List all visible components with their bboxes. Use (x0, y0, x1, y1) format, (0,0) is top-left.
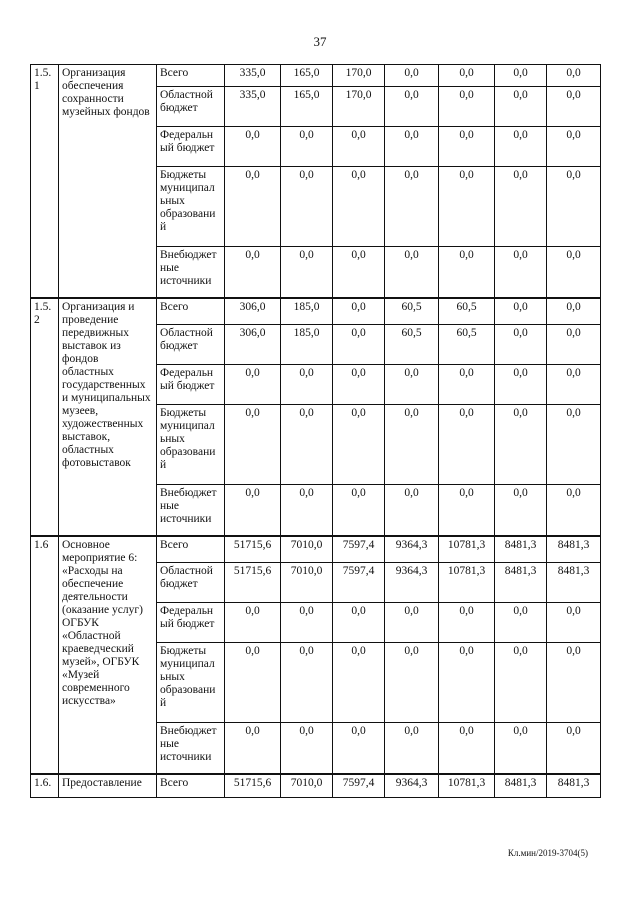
amount-cell: 0,0 (547, 485, 601, 536)
amount-cell: 0,0 (547, 405, 601, 485)
amount-cell: 9364,3 (385, 563, 439, 603)
amount-cell: 0,0 (281, 603, 333, 643)
amount-cell: 0,0 (281, 127, 333, 167)
amount-cell: 0,0 (385, 723, 439, 774)
amount-cell: 0,0 (495, 723, 547, 774)
amount-cell: 8481,3 (547, 563, 601, 603)
amount-cell: 9364,3 (385, 774, 439, 798)
item-name-cell: Организация обеспечения сохранности музейных фондов (59, 65, 157, 298)
amount-cell: 8481,3 (495, 774, 547, 798)
amount-cell: 0,0 (225, 127, 281, 167)
amount-cell: 165,0 (281, 87, 333, 127)
item-code-cell: 1.5. 2 (31, 298, 59, 536)
amount-cell: 0,0 (225, 247, 281, 298)
amount-cell: 0,0 (333, 603, 385, 643)
amount-cell: 0,0 (439, 247, 495, 298)
amount-cell: 0,0 (385, 87, 439, 127)
amount-cell: 0,0 (225, 723, 281, 774)
funding-source-cell: Областной бюджет (157, 563, 225, 603)
amount-cell: 0,0 (495, 127, 547, 167)
item-name-cell: Организация и проведение передвижных выставок из фондов областных государственных и муниципальных музеев, художественных выставок, областных фотовыставок (59, 298, 157, 536)
amount-cell: 8481,3 (547, 536, 601, 563)
amount-cell: 0,0 (495, 65, 547, 87)
amount-cell: 60,5 (439, 298, 495, 325)
item-name-cell: Предоставление (59, 774, 157, 798)
amount-cell: 60,5 (385, 298, 439, 325)
amount-cell: 0,0 (439, 65, 495, 87)
amount-cell: 10781,3 (439, 563, 495, 603)
amount-cell: 185,0 (281, 298, 333, 325)
funding-source-cell: Областной бюджет (157, 87, 225, 127)
amount-cell: 8481,3 (495, 536, 547, 563)
amount-cell: 0,0 (333, 643, 385, 723)
amount-cell: 51715,6 (225, 536, 281, 563)
amount-cell: 0,0 (333, 365, 385, 405)
amount-cell: 0,0 (385, 247, 439, 298)
amount-cell: 0,0 (495, 298, 547, 325)
amount-cell: 0,0 (439, 643, 495, 723)
amount-cell: 0,0 (439, 405, 495, 485)
amount-cell: 0,0 (495, 603, 547, 643)
amount-cell: 0,0 (495, 405, 547, 485)
amount-cell: 0,0 (281, 405, 333, 485)
amount-cell: 0,0 (225, 365, 281, 405)
amount-cell: 0,0 (333, 485, 385, 536)
table-row (31, 774, 601, 798)
amount-cell: 0,0 (547, 127, 601, 167)
amount-cell: 0,0 (333, 325, 385, 365)
amount-cell: 0,0 (495, 247, 547, 298)
budget-table (30, 64, 601, 798)
amount-cell: 60,5 (439, 325, 495, 365)
amount-cell: 185,0 (281, 325, 333, 365)
amount-cell: 0,0 (547, 603, 601, 643)
amount-cell: 0,0 (495, 643, 547, 723)
amount-cell: 9364,3 (385, 536, 439, 563)
funding-source-cell: Внебюджет ные источники (157, 247, 225, 298)
amount-cell: 10781,3 (439, 774, 495, 798)
page-number: 37 (313, 34, 327, 49)
amount-cell: 0,0 (333, 405, 385, 485)
amount-cell: 306,0 (225, 325, 281, 365)
funding-source-cell: Федеральн ый бюджет (157, 365, 225, 405)
amount-cell: 7597,4 (333, 536, 385, 563)
amount-cell: 0,0 (281, 643, 333, 723)
funding-source-cell: Бюджеты муниципал ьных образовани й (157, 167, 225, 247)
amount-cell: 0,0 (439, 365, 495, 405)
amount-cell: 0,0 (385, 643, 439, 723)
amount-cell: 0,0 (439, 167, 495, 247)
funding-source-cell: Всего (157, 774, 225, 798)
funding-source-cell: Областной бюджет (157, 325, 225, 365)
amount-cell: 0,0 (439, 87, 495, 127)
amount-cell: 0,0 (225, 643, 281, 723)
amount-cell: 0,0 (439, 127, 495, 167)
amount-cell: 0,0 (333, 167, 385, 247)
amount-cell: 8481,3 (495, 563, 547, 603)
funding-source-cell: Бюджеты муниципал ьных образовани й (157, 405, 225, 485)
funding-source-cell: Всего (157, 536, 225, 563)
amount-cell: 0,0 (333, 298, 385, 325)
amount-cell: 165,0 (281, 65, 333, 87)
amount-cell: 7597,4 (333, 563, 385, 603)
amount-cell: 0,0 (547, 723, 601, 774)
amount-cell: 0,0 (547, 643, 601, 723)
funding-source-cell: Внебюджет ные источники (157, 723, 225, 774)
funding-source-cell: Федеральн ый бюджет (157, 603, 225, 643)
amount-cell: 0,0 (547, 247, 601, 298)
table-row (31, 536, 601, 563)
amount-cell: 0,0 (281, 365, 333, 405)
amount-cell: 0,0 (225, 485, 281, 536)
funding-source-cell: Всего (157, 298, 225, 325)
amount-cell: 0,0 (281, 485, 333, 536)
amount-cell: 170,0 (333, 87, 385, 127)
amount-cell: 51715,6 (225, 563, 281, 603)
amount-cell: 0,0 (547, 325, 601, 365)
amount-cell: 60,5 (385, 325, 439, 365)
amount-cell: 7010,0 (281, 774, 333, 798)
amount-cell: 0,0 (495, 325, 547, 365)
item-code-cell: 1.6 (31, 536, 59, 774)
amount-cell: 0,0 (333, 723, 385, 774)
amount-cell: 0,0 (547, 65, 601, 87)
amount-cell: 0,0 (385, 365, 439, 405)
amount-cell: 51715,6 (225, 774, 281, 798)
amount-cell: 335,0 (225, 65, 281, 87)
amount-cell: 0,0 (281, 247, 333, 298)
amount-cell: 0,0 (225, 167, 281, 247)
table-row (31, 298, 601, 325)
amount-cell: 10781,3 (439, 536, 495, 563)
amount-cell: 7010,0 (281, 536, 333, 563)
amount-cell: 0,0 (385, 127, 439, 167)
item-name-cell: Основное мероприятие 6: «Расходы на обеспечение деятельности (оказание услуг) ОГБУК «Областной краеведческий музей», ОГБУК «Музей современного искусства» (59, 536, 157, 774)
item-code-cell: 1.6. (31, 774, 59, 798)
amount-cell: 0,0 (495, 87, 547, 127)
amount-cell: 0,0 (225, 405, 281, 485)
amount-cell: 0,0 (385, 167, 439, 247)
amount-cell: 0,0 (439, 485, 495, 536)
amount-cell: 0,0 (439, 603, 495, 643)
footer-code: Кл.мин/2019-3704(5) (507, 848, 588, 858)
amount-cell: 0,0 (385, 405, 439, 485)
amount-cell: 0,0 (547, 298, 601, 325)
amount-cell: 0,0 (385, 603, 439, 643)
funding-source-cell: Внебюджет ные источники (157, 485, 225, 536)
amount-cell: 0,0 (385, 65, 439, 87)
amount-cell: 0,0 (495, 485, 547, 536)
amount-cell: 0,0 (547, 87, 601, 127)
funding-source-cell: Всего (157, 65, 225, 87)
amount-cell: 335,0 (225, 87, 281, 127)
amount-cell: 0,0 (333, 127, 385, 167)
amount-cell: 0,0 (495, 365, 547, 405)
amount-cell: 7597,4 (333, 774, 385, 798)
amount-cell: 170,0 (333, 65, 385, 87)
amount-cell: 0,0 (495, 167, 547, 247)
amount-cell: 0,0 (333, 247, 385, 298)
amount-cell: 0,0 (547, 167, 601, 247)
table-row (31, 65, 601, 87)
amount-cell: 0,0 (439, 723, 495, 774)
amount-cell: 306,0 (225, 298, 281, 325)
funding-source-cell: Федеральн ый бюджет (157, 127, 225, 167)
amount-cell: 8481,3 (547, 774, 601, 798)
funding-source-cell: Бюджеты муниципал ьных образовани й (157, 643, 225, 723)
amount-cell: 0,0 (281, 723, 333, 774)
amount-cell: 0,0 (547, 365, 601, 405)
amount-cell: 0,0 (281, 167, 333, 247)
item-code-cell: 1.5. 1 (31, 65, 59, 298)
amount-cell: 0,0 (385, 485, 439, 536)
amount-cell: 7010,0 (281, 563, 333, 603)
amount-cell: 0,0 (225, 603, 281, 643)
